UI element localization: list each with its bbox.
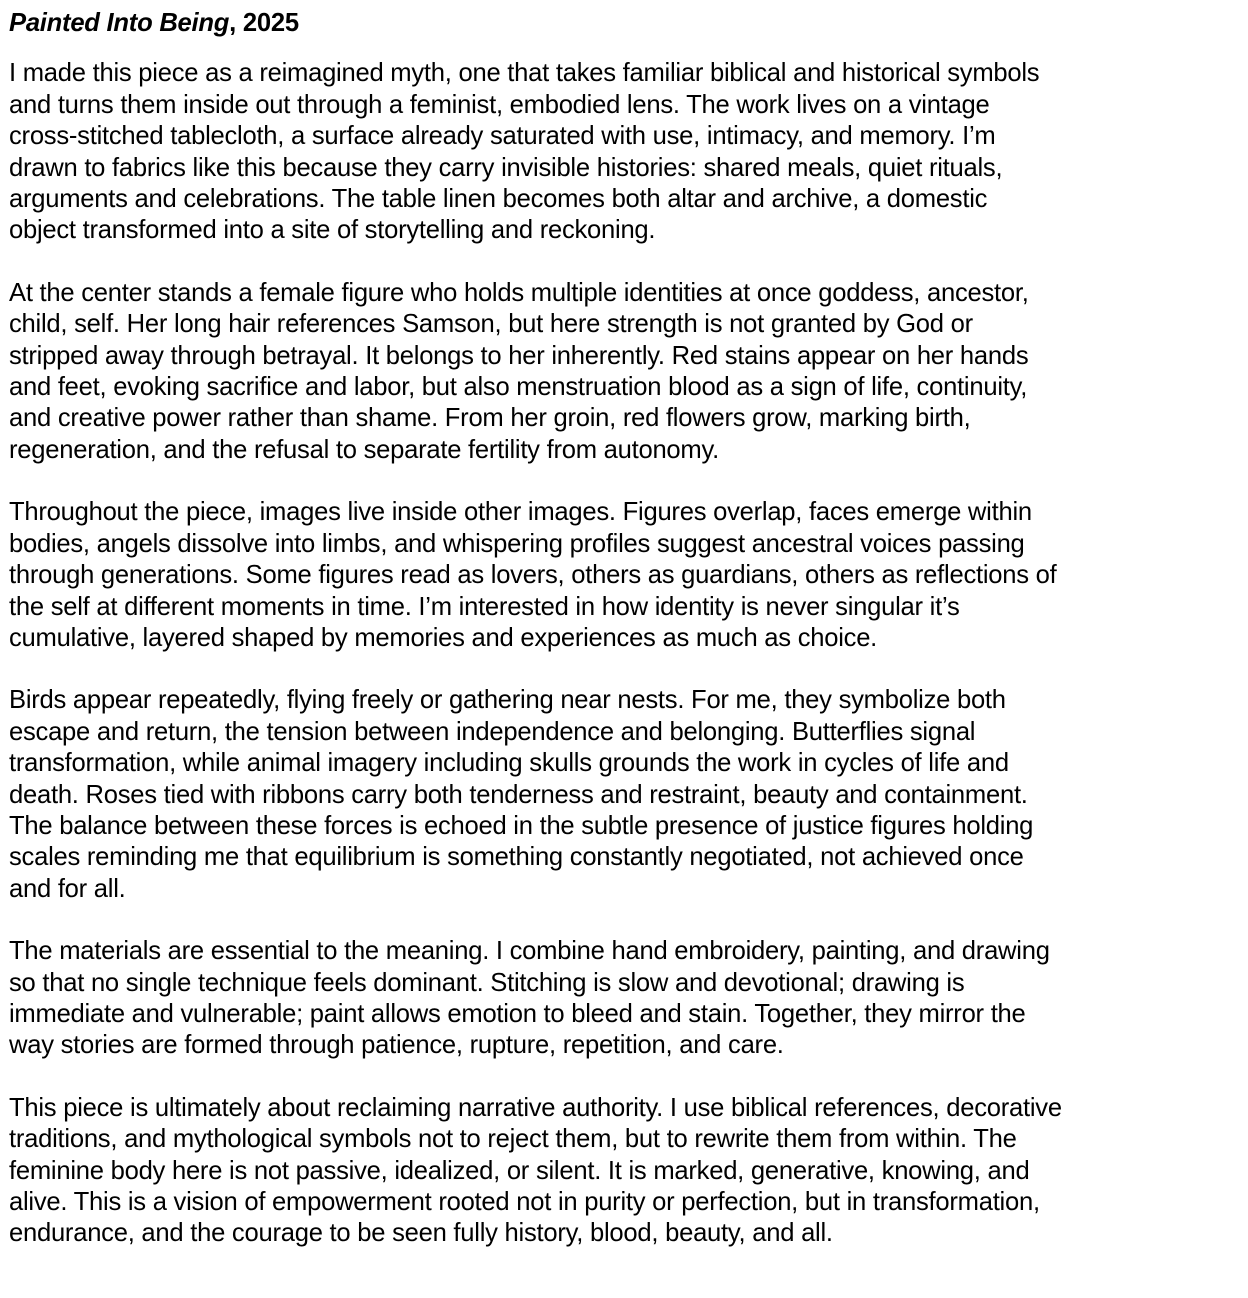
paragraph-1: I made this piece as a reimagined myth, one that takes familiar biblical and historical symbols and turns them inside out through a feminist, embodied lens. The work lives on a vintage cross-stitched tablecloth, a surface already saturated with use, intimacy, and memory. I’m drawn to fabrics like this because they carry invisible histories: shared meals, quiet rituals, arguments and celebrations. The table linen becomes both altar and archive, a domestic object transformed into a site of storytelling and reckoning. [9, 59, 1040, 245]
paragraph-4: Birds appear repeatedly, flying freely or gathering near nests. For me, they symbolize both escape and return, the tension between independence and belonging. Butterflies signal transformation, while animal imagery including skulls grounds the work in cycles of life and death. Roses tied with ribbons carry both tenderness and restraint, beauty and containment. The balance between these forces is echoed in the subtle presence of justice figures holding scales reminding me that equilibrium is something constantly negotiated, not achieved once and for all. [9, 686, 1034, 903]
paragraph-6: This piece is ultimately about reclaiming narrative authority. I use biblical references, decorative traditions, and mythological symbols not to reject them, but to rewrite them from within. The feminine body here is not passive, idealized, or silent. It is marked, generative, knowing, and alive. This is a vision of empowerment rooted not in purity or perfection, but in transformation, endurance, and the courage to be seen fully history, blood, beauty, and all. [9, 1093, 1062, 1248]
paragraph-2: At the center stands a female figure who holds multiple identities at once goddess, ancestor, child, self. Her long hair references Samson, but here strength is not granted by God or stripped away through betrayal. It belongs to her inherently. Red stains appear on her hands and feet, evoking sacrifice and labor, but also menstruation blood as a sign of life, continuity, and creative power rather than shame. From her groin, red flowers grow, marking birth, regeneration, and the refusal to separate fertility from autonomy. [9, 278, 1029, 464]
paragraph-5: The materials are essential to the meaning. I combine hand embroidery, painting, and drawing so that no single technique feels dominant. Stitching is slow and devotional; drawing is immediate and vulnerable; paint allows emotion to bleed and stain. Together, they mirror the way stories are formed through patience, rupture, repetition, and care. [9, 937, 1050, 1060]
statement-title [9, 8, 1240, 39]
artwork-year: , 2025 [229, 9, 299, 37]
paragraph-3: Throughout the piece, images live inside other images. Figures overlap, faces emerge within bodies, angels dissolve into limbs, and whispering profiles suggest ancestral voices passing through generations. Some figures read as lovers, others as guardians, others as reflections of the self at different moments in time. I’m interested in how identity is never singular it’s cumulative, layered shaped by memories and experiences as much as choice. [9, 498, 1057, 652]
artwork-title: Painted Into Being [9, 9, 230, 37]
